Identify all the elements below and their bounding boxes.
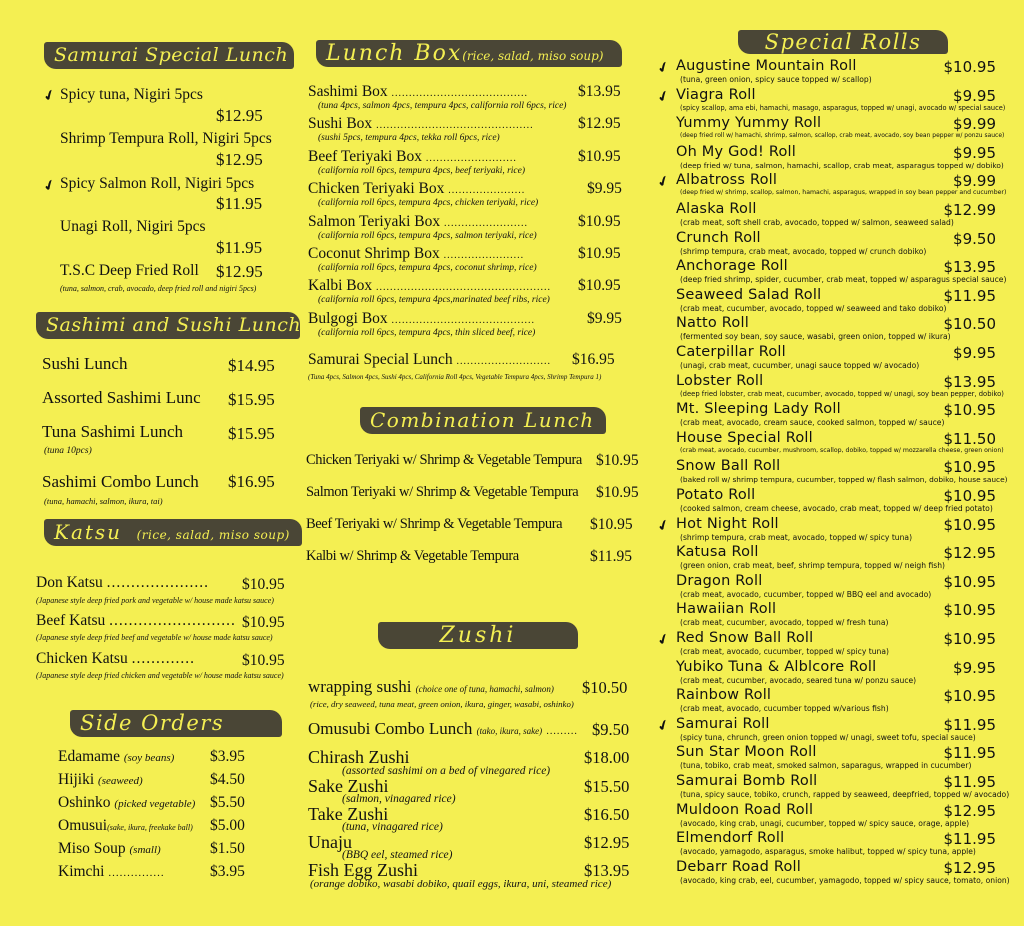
zushi-item-name: Sake Zushi	[308, 776, 389, 796]
special-roll-description: (spicy tuna, chrunch, green onion topped w/ unagi, sweet tofu, special sauce)	[680, 732, 976, 742]
zushi-item-description: (orange dobiko, wasabi dobiko, quail eggs, ikura, uni, steamed rice)	[310, 878, 612, 890]
side-item-price: $3.95	[210, 863, 245, 880]
special-roll-name: Oh My God! Roll	[676, 143, 796, 160]
checkmark-icon: ✔	[41, 87, 59, 106]
zushi-item-price: $12.95	[584, 833, 630, 852]
special-roll-price: $11.95	[943, 773, 996, 791]
special-roll-description: (shrimp tempura, crab meat, avocado, topped w/ spicy tuna)	[680, 532, 913, 542]
checkmark-icon: ✔	[655, 173, 673, 193]
side-item-price: $3.95	[210, 748, 245, 765]
menu-item-description: (california roll 6pcs, tempura 4pcs, coconut shrimp, rice)	[318, 263, 537, 273]
special-roll-description: (fermented soy bean, soy sauce, wasabi, green onion, topped w/ ikura)	[680, 332, 951, 342]
special-roll-name: Potato Roll	[676, 487, 756, 503]
menu-item-name: Shrimp Tempura Roll, Nigiri 5pcs	[60, 130, 272, 147]
special-roll-description: (crab meat, avocado, cucumber, mushroom, scallop, dobiko, topped w/ mozzarella cheese, green onion)	[680, 446, 1004, 454]
menu-item-description: (california roll 6pcs, tempura 4pcs, thin sliced beef, rice)	[318, 328, 536, 338]
combo-item-name: Beef Teriyaki w/ Shrimp & Vegetable Tempura	[306, 516, 563, 532]
zushi-item-name: Chirash Zushi	[308, 747, 410, 767]
special-roll-description: (crab meat, avocado, cucumber, topped w/ spicy tuna)	[680, 647, 889, 656]
menu-item-description: (tuna, hamachi, salmon, ikura, tai)	[44, 496, 163, 506]
special-roll-price: $12.95	[943, 801, 996, 820]
menu-item-description: (Japanese style deep fried pork and vegetable w/ house made katsu sauce)	[36, 596, 274, 605]
special-roll-name: Alaska Roll	[676, 201, 757, 217]
menu-item-name: Assorted Sashimi Lunc	[42, 388, 201, 407]
checkmark-icon: ✔	[655, 87, 673, 107]
special-roll-price: $11.95	[943, 830, 996, 849]
special-roll-price: $12.99	[943, 201, 996, 219]
menu-item-name: T.S.C Deep Fried Roll	[60, 262, 199, 279]
special-roll-name: Elmendorf Roll	[676, 830, 785, 847]
menu-item-name: Sashimi Box .......................................	[308, 83, 529, 100]
side-item-price: $5.00	[210, 817, 245, 834]
special-roll-description: (green onion, crab meat, beef, shrimp tempura, topped w/ neigh fish)	[680, 561, 945, 571]
menu-item-price: $10.95	[242, 614, 285, 631]
menu-item-price: $10.95	[242, 652, 285, 669]
sashimi-sushi-lunch-banner	[36, 312, 300, 339]
section-subtitle: (rice, salad, miso soup)	[136, 528, 290, 542]
menu-item-description: (tuna 10pcs)	[44, 446, 92, 456]
section-title: Special Rolls	[764, 30, 922, 54]
special-roll-price: $10.50	[943, 315, 996, 334]
special-roll-price: $10.95	[943, 401, 996, 420]
section-subtitle: (rice, salad, miso soup)	[462, 49, 604, 63]
special-roll-name: Yubiko Tuna & Alblcore Roll	[676, 658, 877, 675]
special-roll-name: Yummy Yummy Roll	[676, 115, 822, 132]
special-roll-description: (crab meat, avocado, cream sauce, cooked salmon, topped w/ sauce)	[680, 418, 945, 428]
side-orders-banner	[70, 710, 282, 737]
samurai-special-lunch-banner	[44, 42, 294, 69]
special-roll-name: Lobster Roll	[676, 372, 764, 389]
special-roll-description: (deep fried shrimp, spider, cucumber, crab meat, topped w/ asparagus special sauce)	[680, 275, 1007, 285]
zushi-item-price: $15.50	[584, 777, 630, 796]
side-item-name: Miso Soup (small)	[58, 840, 161, 857]
special-roll-name: Debarr Road Roll	[676, 858, 801, 875]
menu-item-description: (california roll 6pcs, tempura 4pcs,marinated beef ribs, rice)	[318, 295, 550, 305]
special-roll-price: $9.95	[953, 344, 996, 362]
special-rolls-banner	[738, 30, 948, 54]
special-roll-description: (deep fried w/ shrimp, scallop, salmon, hamachi, asparagus, wrapped in soy bean pepper and cucumber)	[680, 189, 1007, 197]
menu-item-price: $10.95	[578, 213, 621, 230]
special-roll-description: (deep fried w/ tuna, salmon, hamachi, scallop, crab meat, asparagus topped w/ dobiko)	[680, 160, 1004, 170]
menu-item-description: (california roll 6pcs, tempura 4pcs, salmon teriyaki, rice)	[318, 231, 537, 241]
special-roll-description: (deep fried roll w/ hamachi, shrimp, salmon, scallop, crab meat, avocado, soy bean pepper w/ ponzu sauce)	[680, 132, 1005, 140]
side-item-name: Edamame (soy beans)	[58, 748, 175, 765]
menu-item-price: $9.95	[587, 180, 622, 197]
menu-item-price: $15.95	[228, 390, 275, 409]
section-title: Side Orders	[80, 711, 225, 735]
menu-item-name: Kalbi Box ..................................................	[308, 277, 552, 294]
menu-item-name: Salmon Teriyaki Box ........................	[308, 213, 528, 230]
menu-item-price: $10.95	[578, 245, 621, 262]
menu-item-price: $16.95	[572, 351, 615, 368]
special-roll-price: $10.95	[943, 458, 996, 477]
section-title: Lunch Box	[326, 41, 463, 66]
zushi-item-name: Fish Egg Zushi	[308, 860, 419, 880]
special-roll-name: Dragon Roll	[676, 572, 763, 589]
special-roll-description: (deep fried lobster, crab meat, cucumber, avocado, topped w/ unagi, soy bean pepper, dobiko)	[680, 389, 1004, 398]
checkmark-icon: ✔	[655, 631, 673, 650]
menu-item-description: (california roll 6pcs, tempura 4pcs, beef teriyaki, rice)	[318, 166, 526, 176]
special-roll-description: (baked roll w/ shrimp tempura, cucumber, topped w/ flash salmon, dobiko, house sauce)	[680, 475, 1008, 485]
combo-item-name: Kalbi w/ Shrimp & Vegetable Tempura	[306, 548, 519, 564]
special-roll-description: (cooked salmon, cream cheese, avocado, crab meat, topped w/ deep fried potato)	[680, 504, 993, 513]
zushi-item-name: Omusubi Combo Lunch (tako, ikura, sake) .........	[308, 719, 578, 738]
checkmark-icon: ✔	[655, 59, 673, 78]
zushi-item-price: $18.00	[584, 748, 630, 767]
right-column	[650, 0, 1010, 926]
zushi-item-price: $10.50	[582, 678, 628, 697]
combo-item-price: $11.95	[590, 548, 633, 565]
side-item-name: Hijiki (seaweed)	[58, 771, 143, 788]
zushi-item-description: (salmon, vinagared rice)	[342, 793, 456, 805]
special-roll-description: (crab meat, cucumber, avocado, seared tuna w/ ponzu sauce)	[680, 675, 917, 685]
menu-item-price: $10.95	[578, 148, 621, 165]
menu-item-price: $10.95	[578, 277, 621, 294]
special-roll-price: $11.95	[943, 286, 996, 305]
special-roll-price: $10.95	[943, 687, 996, 706]
side-item-price: $5.50	[210, 794, 245, 811]
special-roll-price: $9.50	[953, 229, 996, 248]
menu-item-name: Chicken Katsu .............	[36, 650, 195, 667]
special-roll-description: (crab meat, cucumber, avocado, topped w/ fresh tuna)	[680, 618, 889, 628]
menu-item-price: $12.95	[216, 150, 263, 169]
special-roll-price: $12.95	[943, 544, 996, 563]
special-roll-name: Augustine Mountain Roll	[676, 58, 857, 74]
menu-item-price: $12.95	[578, 115, 621, 132]
special-roll-price: $11.50	[943, 429, 996, 448]
side-item-name: Omusui(sake, ikura, freekake ball)	[58, 817, 193, 834]
menu-item-description: (Japanese style deep fried chicken and vegetable w/ house made katsu sauce)	[36, 671, 284, 680]
zushi-item-description: (rice, dry seaweed, tuna meat, green onion, ikura, ginger, wasabi, oshinko)	[310, 699, 574, 709]
menu-item-description: (Tuna 4pcs, Salmon 4pcs, Sushi 4pcs, California Roll 4pcs, Vegetable Tempura 4pcs, Shrimp Tempura 1)	[308, 373, 602, 381]
combo-item-name: Chicken Teriyaki w/ Shrimp & Vegetable Tempura	[306, 452, 582, 468]
special-roll-description: (crab meat, soft shell crab, avocado, topped w/ salmon, seaweed salad)	[680, 218, 954, 227]
special-roll-name: Hot Night Roll	[676, 515, 779, 532]
lunch-box-banner	[316, 40, 622, 67]
menu-item-name: Beef Katsu ..........................	[36, 612, 236, 629]
menu-item-description: (Japanese style deep fried beef and vegetable w/ house made katsu sauce)	[36, 633, 273, 642]
zushi-item-price: $13.95	[584, 861, 630, 880]
special-roll-description: (shrimp tempura, crab meat, avocado, topped w/ crunch dobiko)	[680, 246, 927, 256]
menu-item-name: Spicy tuna, Nigiri 5pcs	[60, 86, 203, 103]
special-roll-price: $12.95	[943, 858, 996, 877]
menu-item-price: $13.95	[578, 83, 621, 100]
special-roll-name: Samurai Roll	[676, 715, 770, 732]
menu-item-price: $9.95	[587, 310, 622, 327]
menu-item-name: Beef Teriyaki Box ..........................	[308, 148, 517, 165]
special-roll-price: $10.95	[943, 601, 996, 620]
menu-item-name: Tuna Sashimi Lunch	[42, 422, 184, 441]
special-roll-description: (crab meat, avocado, cucumber, topped w/ BBQ eel and avocado)	[680, 589, 932, 599]
menu-item-description: (tuna 4pcs, salmon 4pcs, tempura 4pcs, california roll 6pcs, rice)	[318, 101, 567, 111]
checkmark-icon: ✔	[655, 516, 673, 536]
section-title: Katsu	[54, 520, 123, 544]
special-roll-description: (avocado, yamagodo, asparagus, smoke halibut, topped w/ spicy tuna, apple)	[680, 847, 976, 857]
special-roll-name: Natto Roll	[676, 315, 749, 332]
section-title: Samurai Special Lunch	[54, 44, 289, 66]
special-roll-price: $13.95	[943, 258, 996, 277]
menu-item-name: Spicy Salmon Roll, Nigiri 5pcs	[60, 175, 255, 192]
side-item-price: $4.50	[210, 771, 245, 788]
zushi-item-description: (tuna, vinagared rice)	[342, 821, 443, 833]
zushi-item-description: (assorted sashimi on a bed of vinegared rice)	[342, 765, 551, 777]
zushi-item-name: wrapping sushi (choice one of tuna, hamachi, salmon)	[308, 677, 554, 696]
katsu-banner	[44, 519, 302, 546]
special-roll-price: $10.95	[943, 572, 996, 591]
combo-item-price: $10.95	[596, 484, 639, 501]
menu-item-price: $16.95	[228, 472, 275, 491]
special-roll-description: (tuna, spicy sauce, tobiko, crunch, rapped by seaweed, deepfried, topped w/ avocado)	[680, 790, 1010, 799]
combo-item-price: $10.95	[596, 452, 639, 469]
special-roll-name: Caterpillar Roll	[676, 344, 786, 360]
menu-item-price: $11.95	[216, 238, 263, 257]
section-title: Zushi	[439, 623, 517, 648]
special-roll-description: (spicy scallop, ama ebi, hamachi, masago, asparagus, topped w/ unagi, avocado w/ special sauce)	[680, 103, 1006, 112]
menu-item-price: $12.95	[216, 262, 263, 281]
zushi-item-price: $9.50	[592, 720, 630, 739]
special-roll-name: Snow Ball Roll	[676, 458, 781, 475]
special-roll-price: $9.99	[953, 172, 996, 191]
menu-item-description: (tuna, salmon, crab, avocado, deep fried roll and nigiri 5pcs)	[60, 284, 257, 293]
special-roll-name: Crunch Roll	[676, 229, 761, 246]
menu-item-name: Sushi Lunch	[42, 354, 128, 373]
special-roll-name: Muldoon Road Roll	[676, 801, 814, 818]
combo-item-name: Salmon Teriyaki w/ Shrimp & Vegetable Tempura	[306, 484, 579, 500]
menu-item-name: Sashimi Combo Lunch	[42, 472, 199, 491]
special-roll-price: $10.95	[943, 58, 996, 76]
special-roll-name: Seaweed Salad Roll	[676, 286, 822, 303]
special-roll-price: $9.99	[953, 115, 996, 134]
special-roll-name: Sun Star Moon Roll	[676, 744, 817, 761]
side-item-price: $1.50	[210, 840, 245, 857]
special-roll-name: House Special Roll	[676, 429, 813, 446]
special-roll-description: (crab meat, avocado, cucumber topped w/various fish)	[680, 704, 889, 714]
special-roll-price: $10.95	[943, 630, 996, 648]
menu-item-description: (california roll 6pcs, tempura 4pcs, chicken teriyaki, rice)	[318, 198, 539, 208]
zushi-banner	[378, 622, 578, 649]
special-roll-name: Hawaiian Roll	[676, 601, 777, 618]
special-roll-name: Red Snow Ball Roll	[676, 630, 814, 646]
special-roll-name: Albatross Roll	[676, 172, 778, 189]
special-roll-description: (crab meat, cucumber, avocado, topped w/ seaweed and tako dobiko)	[680, 303, 947, 313]
special-roll-name: Viagra Roll	[676, 86, 756, 103]
combination-lunch-banner	[360, 407, 606, 434]
special-roll-description: (unagi, crab meat, cucumber, unagi sauce topped w/ avocado)	[680, 361, 920, 370]
special-roll-name: Mt. Sleeping Lady Roll	[676, 401, 841, 418]
checkmark-icon: ✔	[41, 177, 59, 196]
menu-item-name: Bulgogi Box .........................................	[308, 310, 536, 327]
menu-item-description: (sushi 5pcs, tempura 4pcs, tekka roll 6pcs, rice)	[318, 133, 500, 143]
checkmark-icon: ✔	[655, 717, 673, 736]
menu-item-price: $12.95	[216, 106, 263, 125]
section-title: Sashimi and Sushi Lunch	[46, 314, 302, 336]
special-roll-price: $10.95	[943, 515, 996, 534]
menu-item-price: $14.95	[228, 356, 275, 375]
menu-item-name: Don Katsu .....................	[36, 574, 209, 591]
combo-item-price: $10.95	[590, 516, 633, 533]
menu-item-name: Chicken Teriyaki Box ......................	[308, 180, 526, 197]
menu-item-name: Coconut Shrimp Box .......................	[308, 245, 525, 262]
menu-item-name: Unagi Roll, Nigiri 5pcs	[60, 218, 206, 235]
special-roll-name: Samurai Bomb Roll	[676, 773, 818, 789]
special-roll-name: Anchorage Roll	[676, 258, 788, 275]
special-roll-price: $11.95	[943, 715, 996, 734]
side-item-name: Oshinko (picked vegetable)	[58, 794, 196, 811]
special-roll-price: $9.95	[953, 86, 996, 105]
menu-item-price: $15.95	[228, 424, 275, 443]
special-roll-price: $9.95	[953, 143, 996, 162]
special-roll-description: (tuna, green onion, spicy sauce topped w/ scallop)	[680, 75, 872, 84]
zushi-item-name: Take Zushi	[308, 804, 389, 824]
side-item-name: Kimchi ...............	[58, 863, 165, 880]
menu-item-name: Samurai Special Lunch ...........................	[308, 351, 551, 368]
menu-item-price: $11.95	[216, 194, 263, 213]
special-roll-price: $10.95	[943, 487, 996, 505]
special-roll-name: Rainbow Roll	[676, 687, 772, 704]
zushi-item-name: Unaju	[308, 832, 352, 852]
zushi-item-description: (BBQ eel, steamed rice)	[342, 849, 453, 861]
menu-item-price: $10.95	[242, 576, 285, 593]
special-roll-price: $13.95	[943, 372, 996, 391]
zushi-item-price: $16.50	[584, 805, 630, 824]
special-roll-price: $11.95	[943, 744, 996, 763]
special-roll-description: (avocado, king crab, unagi, cucumber, topped w/ spicy sauce, orage, apple)	[680, 818, 970, 828]
special-roll-name: Katusa Roll	[676, 544, 759, 561]
special-roll-price: $9.95	[953, 658, 996, 677]
section-title: Combination Lunch	[370, 408, 595, 432]
special-roll-description: (tuna, tobiko, crab meat, smoked salmon, saparagus, wrapped in cucumber)	[680, 761, 972, 771]
menu-item-name: Sushi Box .............................................	[308, 115, 534, 132]
special-roll-description: (avocado, king crab, eel, cucumber, yamagodo, topped w/ spicy sauce, tomato, onion)	[680, 875, 1010, 885]
